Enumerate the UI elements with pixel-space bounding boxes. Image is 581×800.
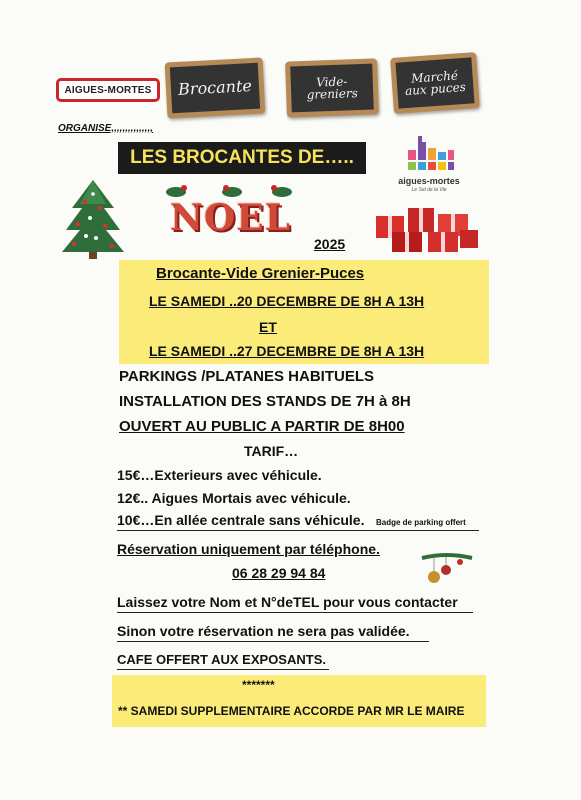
date-and: ET: [259, 319, 277, 335]
vide-greniers-board: Vide- greniers: [285, 58, 379, 117]
date-line-2: LE SAMEDI ..27 DECEMBRE DE 8H A 13H: [149, 343, 425, 359]
divider: [117, 612, 473, 613]
footer-box: [112, 675, 486, 727]
noel-decoration: NOEL: [170, 197, 292, 239]
divider: [117, 669, 329, 670]
reservation-line: Réservation uniquement par téléphone.: [117, 541, 380, 557]
tarif-aigues-mortais: 12€.. Aigues Mortais avec véhicule.: [117, 490, 351, 506]
logo-tagline: Le Sel de la Vie: [411, 187, 447, 193]
stars: *******: [242, 678, 275, 692]
marche-puces-board: Marché aux puces: [390, 52, 480, 114]
city-sign: AIGUES-MORTES: [56, 78, 160, 102]
tarif-exterieurs: 15€…Exterieurs avec véhicule.: [117, 467, 322, 483]
date-line-1: LE SAMEDI ..20 DECEMBRE DE 8H A 13H: [149, 293, 425, 309]
ornaments-icon: [420, 552, 474, 586]
cafe-line: CAFE OFFERT AUX EXPOSANTS.: [117, 652, 326, 667]
christmas-tree-icon: [60, 178, 126, 260]
parkings-line: PARKINGS /PLATANES HABITUELS: [119, 368, 375, 385]
phone-number: 06 28 29 94 84: [232, 565, 326, 581]
gifts-icon: [372, 202, 480, 254]
event-type: Brocante-Vide Grenier-Puces: [156, 265, 365, 282]
opening-line: OUVERT AU PUBLIC A PARTIR DE 8H00: [119, 418, 405, 435]
logo-name: aigues-mortes: [398, 176, 460, 186]
badge-note: Badge de parking offert: [376, 518, 466, 527]
organise-label: ORGANISE,,,,,,,,,,,,,,,: [58, 123, 154, 134]
footer-note: ** SAMEDI SUPPLEMENTAIRE ACCORDE PAR MR LE MAIRE: [118, 704, 465, 718]
tarif-allee-centrale: 10€…En allée centrale sans véhicule.: [117, 512, 365, 528]
tarif-label: TARIF…: [244, 443, 299, 459]
year: 2025: [314, 236, 346, 252]
event-dates-box: [119, 260, 489, 364]
page-title: LES BROCANTES DE…..: [118, 142, 366, 174]
leave-name-line: Laissez votre Nom et N°deTEL pour vous contacter: [117, 594, 458, 610]
divider: [117, 530, 479, 531]
brocante-board: Brocante: [165, 57, 266, 118]
validation-line: Sinon votre réservation ne sera pas validée.: [117, 623, 410, 639]
divider: [117, 641, 429, 642]
installation-line: INSTALLATION DES STANDS DE 7H à 8H: [119, 393, 411, 410]
